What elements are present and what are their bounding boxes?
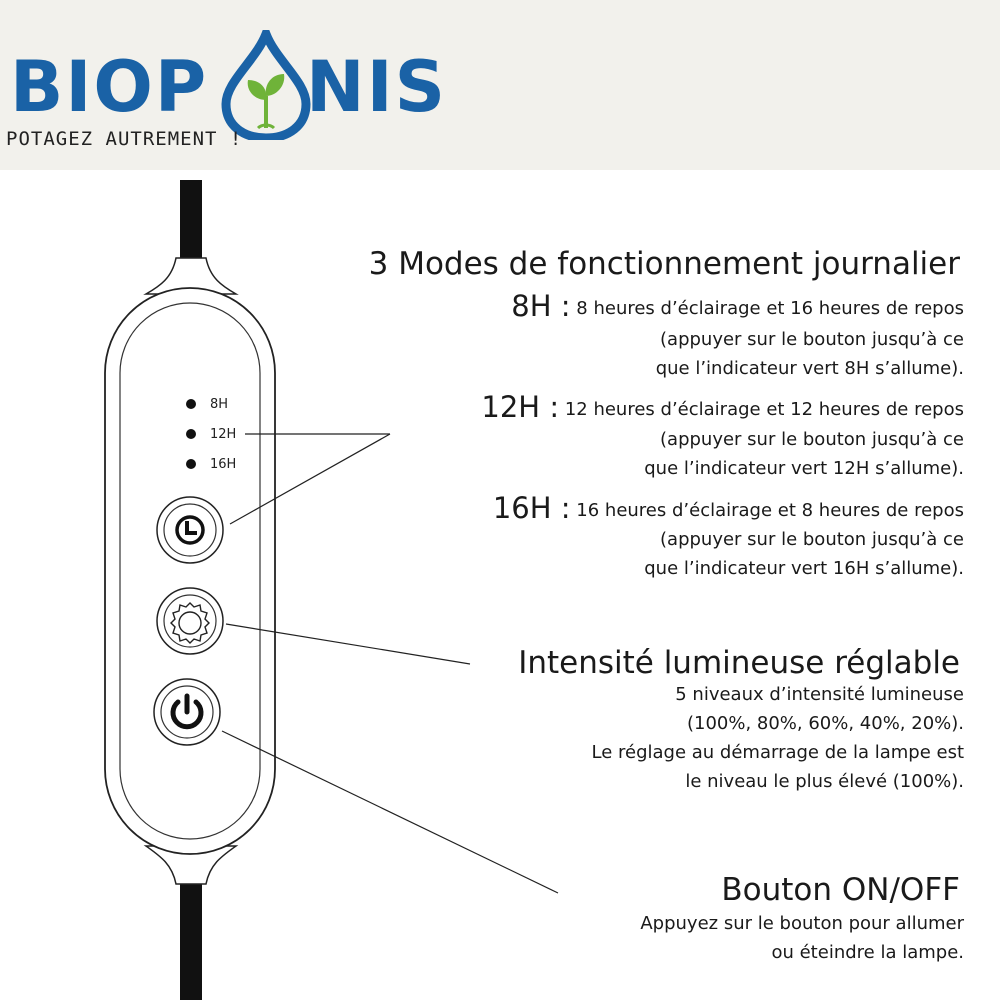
mode-12h-text: 12 heures d’éclairage et 12 heures de repos <box>564 399 964 420</box>
mode-12h-line1 <box>481 390 964 424</box>
power-title: Bouton ON/OFF <box>721 872 960 908</box>
tagline: POTAGEZ AUTREMENT ! <box>6 128 243 150</box>
intensity-line1: 5 niveaux d’intensité lumineuse <box>675 684 964 705</box>
mode-8h-line3: que l’indicateur vert 8H s’allume). <box>655 358 964 379</box>
led-label-8h: 8H <box>210 397 229 412</box>
remote-body <box>105 288 275 854</box>
intensity-line3: Le réglage au démarrage de la lampe est <box>591 742 964 763</box>
intensity-title: Intensité lumineuse réglable <box>518 645 960 681</box>
leader-power <box>222 731 558 893</box>
mode-16h-text: 16 heures d’éclairage et 8 heures de repos <box>576 500 964 521</box>
intensity-line4: le niveau le plus élevé (100%). <box>685 771 964 792</box>
clock-icon <box>177 517 203 543</box>
mode-12h-line2: (appuyer sur le bouton jusqu’à ce <box>660 429 964 450</box>
modes-title: 3 Modes de fonctionnement journalier <box>368 246 960 282</box>
mode-8h-text: 8 heures d’éclairage et 16 heures de repos <box>576 298 964 319</box>
mode-16h-line3: que l’indicateur vert 16H s’allume). <box>644 558 964 579</box>
intensity-line2: (100%, 80%, 60%, 40%, 20%). <box>686 713 964 734</box>
mode-12h-line3: que l’indicateur vert 12H s’allume). <box>644 458 964 479</box>
led-label-12h: 12H <box>210 427 237 442</box>
mode-16h-line2: (appuyer sur le bouton jusqu’à ce <box>660 529 964 550</box>
led-16h <box>186 459 196 469</box>
power-line1: Appuyez sur le bouton pour allumer <box>640 913 964 934</box>
led-label-16h: 16H <box>210 457 237 472</box>
mode-8h-key: 8H : <box>511 289 571 323</box>
mode-8h-line1 <box>511 289 964 323</box>
logo-text-right: NIS <box>306 46 448 128</box>
mode-16h-line1 <box>492 491 964 525</box>
cable-top <box>180 180 202 260</box>
led-8h <box>186 399 196 409</box>
mode-12h-key: 12H : <box>481 390 560 424</box>
mode-16h-key: 16H : <box>492 491 571 525</box>
cable-bottom <box>180 880 202 1000</box>
mode-8h-line2: (appuyer sur le bouton jusqu’à ce <box>660 329 964 350</box>
power-line2: ou éteindre la lampe. <box>771 942 964 963</box>
logo-text-left: BIOP <box>10 46 209 128</box>
led-12h <box>186 429 196 439</box>
